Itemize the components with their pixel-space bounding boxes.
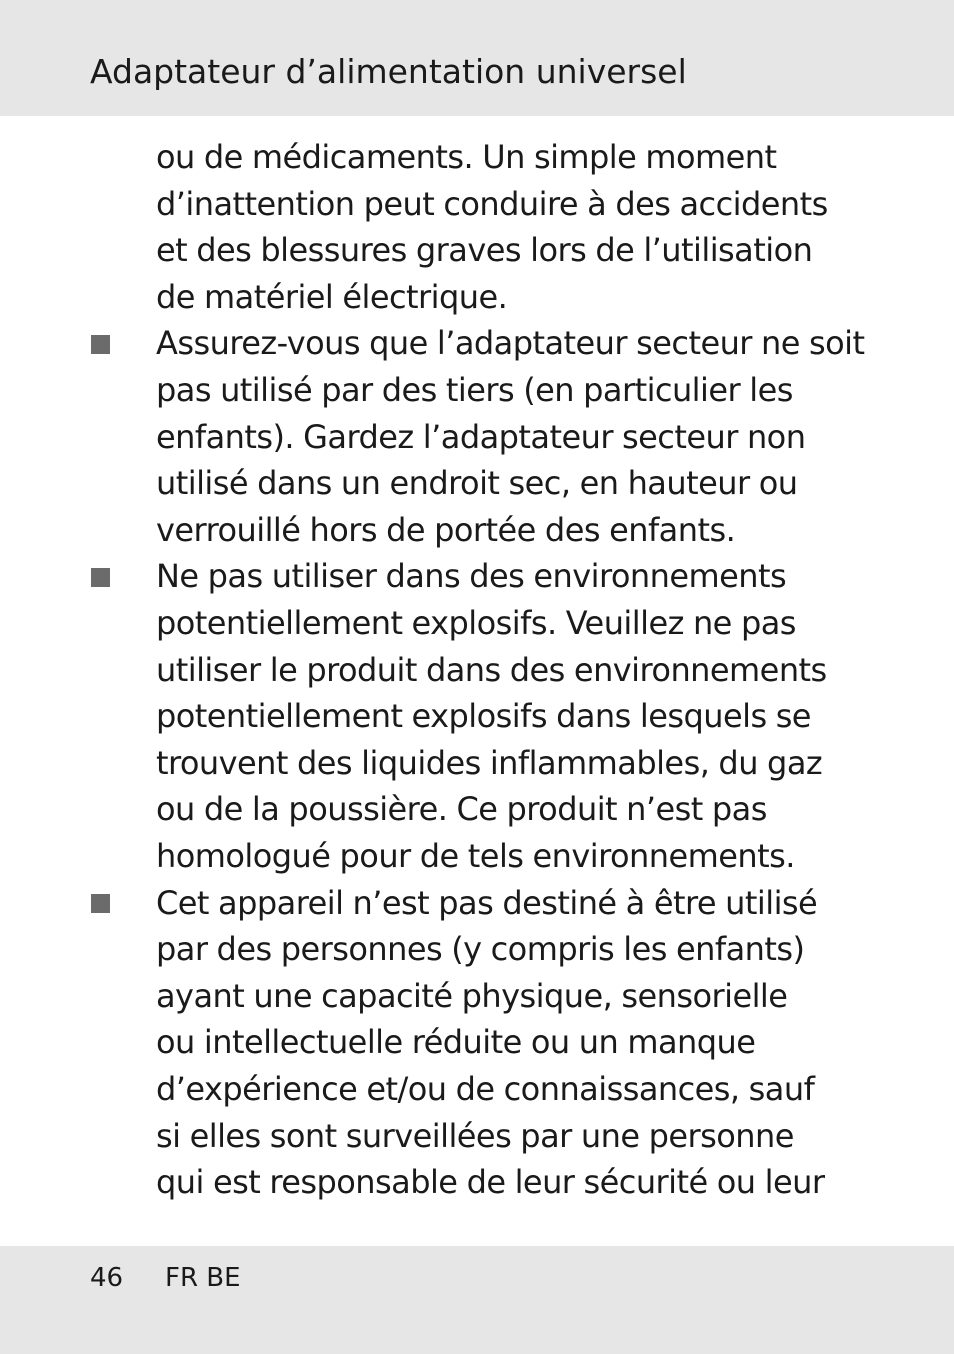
text-line: verrouillé hors de portée des enfants. [156,510,736,549]
footer-bar [0,1246,954,1354]
language-code: FR BE [165,1263,241,1293]
text-line: par des personnes (y compris les enfants) [156,930,805,969]
text-line: qui est responsable de leur sécurité ou leur [156,1163,825,1202]
square-bullet-icon [91,894,110,913]
square-bullet-icon [91,568,110,587]
text-line: trouvent des liquides inflammables, du gaz [156,743,823,782]
text-line: homologué pour de tels environnements. [156,837,795,875]
text-line: utilisé dans un endroit sec, en hauteur ou [156,464,798,503]
text-line: d’inattention peut conduire à des accidents [156,184,828,223]
page-number: 46 [90,1263,124,1293]
header-bar [0,0,954,116]
text-line: Ne pas utiliser dans des environnements [156,557,787,596]
square-bullet-icon [91,335,110,354]
text-line: enfants). Gardez l’adaptateur secteur non [156,417,806,456]
text-line: pas utilisé par des tiers (en particulier les [156,371,793,409]
text-line: potentiellement explosifs. Veuillez ne pas [156,604,796,642]
page-title: Adaptateur d’alimentation universel [90,52,687,91]
text-line: d’expérience et/ou de connaissances, sauf [156,1070,815,1108]
text-line: Assurez-vous que l’adaptateur secteur ne soit [156,324,865,363]
text-line: ou de médicaments. Un simple moment [156,138,777,176]
text-line: Cet appareil n’est pas destiné à être utilisé [156,883,818,922]
text-line: ou intellectuelle réduite ou un manque [156,1023,756,1062]
text-line: utiliser le produit dans des environnements [156,650,827,689]
text-line: et des blessures graves lors de l’utilisation [156,231,813,270]
text-line: ou de la poussière. Ce produit n’est pas [156,790,767,829]
text-line: si elles sont surveillées par une personne [156,1116,794,1155]
text-line: potentiellement explosifs dans lesquels se [156,697,811,736]
text-line: ayant une capacité physique, sensorielle [156,976,788,1015]
text-line: de matériel électrique. [156,277,508,316]
